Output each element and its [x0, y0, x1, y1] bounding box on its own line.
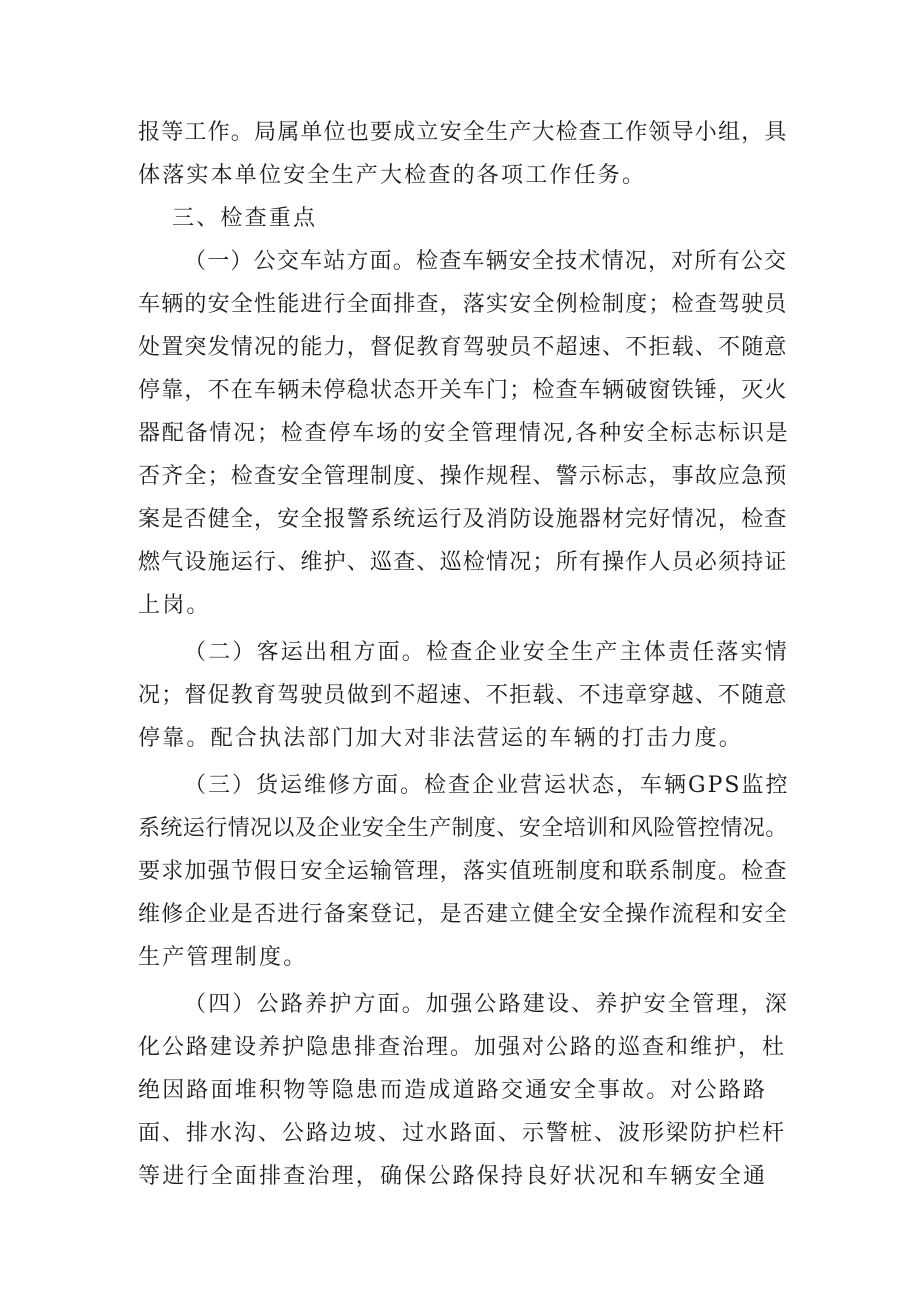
text-line: 燃气设施运行、维护、巡查、巡检情况；所有操作人员必须持证: [138, 550, 788, 575]
text-line: 系统运行情况以及企业安全生产制度、安全培训和风险管控情况。: [138, 816, 788, 841]
text-line: 维修企业是否进行备案登记，是否建立健全安全操作流程和安全: [138, 902, 788, 927]
text-line: 处置突发情况的能力，督促教育驾驶员不超速、不拒载、不随意: [138, 335, 788, 360]
text-line: 车辆的安全性能进行全面排查，落实安全例检制度；检查驾驶员: [138, 292, 788, 317]
text-line: 停靠。配合执法部门加大对非法营运的车辆的打击力度。: [138, 726, 744, 751]
text-line: （三）货运维修方面。检查企业营运状态，车辆GPS监控: [184, 773, 790, 798]
text-line: 绝因路面堆积物等隐患而造成道路交通安全事故。对公路路: [138, 1078, 768, 1103]
text-line: 器配备情况；检查停车场的安全管理情况,各种安全标志标识是: [138, 421, 790, 446]
text-line: 面、排水沟、公路边坡、过水路面、示警桩、波形梁防护栏杆: [138, 1121, 787, 1146]
text-line: 报等工作。局属单位也要成立安全生产大检查工作领导小组，具: [138, 120, 788, 145]
text-line: 否齐全；检查安全管理制度、操作规程、警示标志，事故应急预: [138, 464, 788, 489]
text-line: 生产管理制度。: [138, 945, 308, 970]
text-line: 上岗。: [138, 593, 211, 618]
text-line: 化公路建设养护隐患排查治理。加强对公路的巡查和维护，杜: [138, 1035, 787, 1060]
text-line: （四）公路养护方面。加强公路建设、养护安全管理，深: [184, 992, 790, 1017]
text-line: 案是否健全，安全报警系统运行及消防设施器材完好情况，检查: [138, 507, 788, 532]
text-line: 停靠，不在车辆未停稳状态开关车门；检查车辆破窗铁锤，灭火: [138, 378, 788, 403]
text-line: 况；督促教育驾驶员做到不超速、不拒载、不违章穿越、不随意: [138, 683, 788, 708]
section-heading: 三、检查重点: [172, 206, 318, 231]
text-line: （一）公交车站方面。检查车辆安全技术情况，对所有公交: [184, 249, 788, 274]
text-line: 等进行全面排查治理，确保公路保持良好状况和车辆安全通: [138, 1164, 768, 1189]
text-line: 体落实本单位安全生产大检查的各项工作任务。: [138, 163, 647, 188]
text-line: （二）客运出租方面。检查企业安全生产主体责任落实情: [184, 640, 790, 665]
text-line: 要求加强节假日安全运输管理，落实值班制度和联系制度。检查: [138, 859, 788, 884]
